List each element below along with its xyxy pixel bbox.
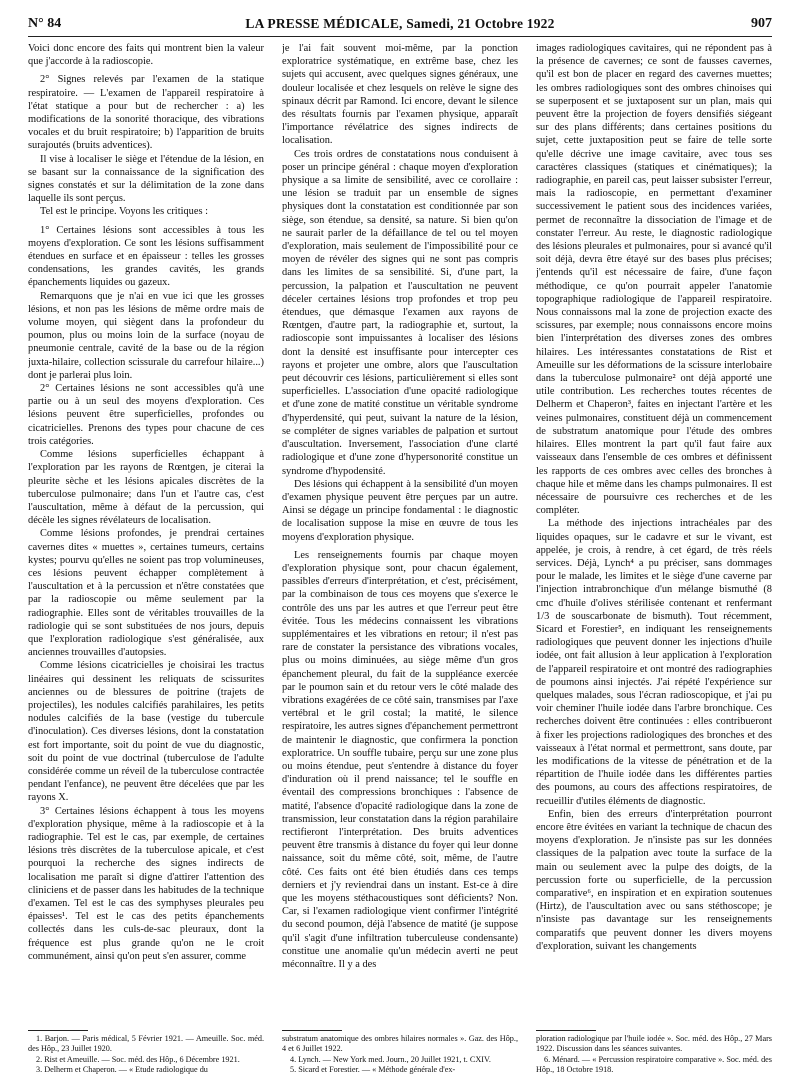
col2-paragraph-3: Des lésions qui échappent à la sensibilité d'un moyen d'examen physique peuvent être perçues par un autre. Ainsi se dégage un principe fondamental : le diagnostic de localisation suppose la mise en œuvre de tous les moyens d'exploration physique. (282, 478, 518, 543)
col1-paragraph-4: Tel est le principe. Voyons les critiques : (40, 206, 208, 218)
col1-paragraph-11: 3° Certaines lésions échappent à tous les moyens d'exploration physique, même à la radioscopie et à la radiographie. Tel est le cas, par exemple, de certaines lésions très discrètes de la tuberculose apicale, et c'est pourquoi la recherche des signes indirects de localisation me paraît si digne d'attirer l'attention des cliniciens et de passer dans les habitudes de la technique d'examen. Tel est le cas des symphyses pleurales peu épaisses¹. Tel est le cas des petits épanchements collectés dans les culs-de-sac pleuraux, dont la fréquence est plus grande qu'on ne le croit communément, ainsi qu'on peut s'en assurer, comme (28, 805, 264, 962)
fn1-footnote-3: 3. Delherm et Chaperon. — « Etude radiologique du (36, 1065, 208, 1075)
col3-paragraph-3: Enfin, bien des erreurs d'interprétation pourront encore être évitées en variant la technique de chacun des moyens d'exploration. Je n'insiste pas sur les données classiques de la palpation avec toute la surface de la main ou seulement avec la pulpe des doigts, de la percussion forte ou superficielle, de la percussion comparative⁶, en inspiration et en expiration soutenues (Hirtz), de l'auscultation avec ou sans stéthoscope; je n'insiste pas davantage sur les renseignements comparatifs que peuvent donner les divers moyens d'exploration, suivant les changements (536, 808, 772, 952)
col2-paragraph-1: je l'ai fait souvent moi-même, par la ponction exploratrice systématique, en extrême base, chez les sujets qui accusent, avec quelques signes généraux, une douleur localisée et chez lesquels on relève le signe des spinaux décrit par Ramond. Ici encore, devant le silence des résultats fournis par l'examen physique, apparaît l'importance révélatrice des signes indirects de localisation. (282, 43, 518, 147)
col1-paragraph-7: 2° Certaines lésions ne sont accessibles qu'à une partie ou à un seul des moyens d'exploration. Ces lésions peuvent être superficielles, profondes ou cicatricielles. Prenons des types pour chacune de ces trois catégories. (28, 383, 264, 447)
page-header (28, 14, 772, 36)
col3-paragraph-2: La méthode des injections intrachéales par des liquides opaques, sur le cadavre et sur le vivant, est appelée, je crois, à rendre, à cet égard, de très réels services. Déjà, Lynch⁴ a pu préciser, sans dommages pour le malade, les limites et le siège d'une caverne par l'injection intrabronchique d'un mélange bismuthé (8 cmc d'huile d'olives stérilisée contenant et renfermant 1/3 de souscarbonate de bismuth). Tout récemment, Sicard et Forestier⁵, en indiquant les renseignements radiologiques que peuvent donner les injections d'huile iodée, ont fait allusion à leur application à l'exploration de l'appareil respiratoire et ont montré des radiographies de poumons ainsi injectés. J'ai répété l'expérience sur quelques malades, sous l'écran radioscopique, et j'ai pu voir cheminer l'huile iodée dans l'arbre bronchique. Ces recherches doivent être continuées : elles contribueront à fixer les projections radiologiques des bronches et des vaisseaux à l'état normal et permettront, sans doute, par les modifications de la vitesse de pénétration et de la répartition de l'huile iodée dans les différentes parties des poumons, au cours des affections respiratoires, de recueillir d'utiles éléments de diagnostic. (536, 518, 772, 807)
column-2 (282, 42, 518, 1026)
journal-title (28, 16, 772, 32)
fn3-footnote-1: ploration radiologique par l'huile iodée ». Soc. méd. des Hôp., 27 Mars 1922. Discussion dans les séances suivantes. (536, 1034, 772, 1054)
fn2-footnote-2: 4. Lynch. — New York med. Journ., 20 Juillet 1921, t. CXIV. (290, 1054, 491, 1064)
header-rule (28, 36, 772, 37)
fn1-footnote-1: 1. Barjon. — Paris médical, 5 Février 1921. — Ameuille. Soc. méd. des Hôp., 23 Juillet 1920. (28, 1034, 264, 1054)
journal-name: LA PRESSE MÉDICALE, (245, 16, 403, 31)
col1-paragraph-5: 1° Certaines lésions sont accessibles à tous les moyens d'exploration. Ce sont les lésions suffisamment étendues en surface et en épaisseur : telles les grosses condensations, les grandes cavités, les grands épanchements liquides ou gazeux. (28, 224, 264, 289)
col2-paragraph-4: Les renseignements fournis par chaque moyen d'exploration physique sont, pour chacun également, passibles d'erreurs d'interprétation, et c'est, précisément, par la combinaison de tous ces moyens que s'exerce le contrôle des uns par les autres et que l'erreur peut être évitée. Tous les médecins connaissent les vibrations supplémentaires et les vibrations en retour; il n'est pas rare de constater la persistance des vibrations vocales, plus ou moins diminuées, au siège même d'un gros épanchement pleural, du fait de la suppléance exercée par le poumon sain et du retour vers le côté malade des vibrations exagérées de ce côté sain, transmises par l'axe vertébral et le gril costal; la matité, le silence respiratoire, les autres signes d'épanchement permettront de maintenir le diagnostic, que confirmera la ponction exploratrice. Un souffle tubaire, perçu sur une zone plus ou moins étendue, peut s'entendre à distance du foyer d'induration où il prend naissance; tel le souffle en éventail des compressions bronchiques : l'absence de matité, l'absence d'opacité radiologique dans la zone de transmission, leur constatation dans la région parahilaire rectifieront l'interprétation. Des bruits adventices peuvent être transmis à distance du foyer qui leur donne naissance, soit du même côté, soit, même, de l'autre côté. Ces faits ont été bien étudiés dans ces temps derniers et j'y reviendrai dans un instant. Est-ce à dire que les moyens stéthacoustiques sont déficients? Non. Car, si l'examen radiologique vient confirmer l'intégrité du second poumon, déjà l'absence de matité (je suppose qu'il s'agit d'une infiltration tuberculeuse condensante) constitue une anomalie qu'un médecin averti ne peut méconnaître. Il y a des (282, 549, 518, 971)
footnotes-column-3 (536, 1034, 772, 1080)
col1-paragraph-9: Comme lésions profondes, je prendrai certaines cavernes dites « muettes », certaines tumeurs, certains kystes; pourvu qu'elles ne soient pas trop volumineuses, ces lésions peuvent échapper complètement à l'auscultation et à la percussion et n'être constatées que par la radioscopie ou même seulement par la radiographie. Elles sont de véritables trouvailles de la radiologie qui se sont substituées de nos jours, depuis que l'exploration radiologique s'est généralisée, aux anciennes trouvailles d'autopsies. (28, 528, 264, 659)
page-number: 907 (751, 16, 772, 31)
issue-date: Samedi, 21 Octobre 1922 (406, 16, 555, 31)
fn2-footnote-3: 5. Sicard et Forestier. — « Méthode générale d'ex- (290, 1065, 456, 1075)
col1-paragraph-3: Il vise à localiser le siège et l'étendue de la lésion, en se basant sur la connaissance de la signification des signes constatés et sur la délimitation de la zone dans laquelle ils sont perçus. (28, 153, 264, 205)
footnote-rule-3 (536, 1030, 596, 1031)
issue-number: N° 84 (28, 16, 62, 31)
footnote-rule-1 (28, 1030, 88, 1031)
col3-paragraph-1: images radiologiques cavitaires, qui ne répondent pas à la présence de cavernes; ce sont de fausses cavernes, qu'il est bon de placer en regard des cavernes muettes; les ombres radiologiques sont des ombres chinoises qui se superposent et se juxtaposent sur un plan, mais qui peuvent être la projection de foyers densifiés siégeant sur des plans différents; dans certaines positions du sujet, cette juxtaposition peut se faire de telle sorte qu'elle décrive une image cavitaire, avec tous ses caractères classiques (statiques et cinématiques); la radiographie, en pareil cas, peut laisser subsister l'erreur, mais la radioscopie, en permettant d'examiner successivement le patient sous des incidences variées, permet de reconnaître la dissociation de l'image et de constater l'erreur. Au reste, le diagnostic radiologique des lésions pleurales et pulmonaires, pour si avancé qu'il soit déjà, devra être étayé sur des bases plus précises; j'entends qu'il est nécessaire de faire, d'une façon méthodique, ce qu'on pourrait appeler l'anatomie topographique radiologique de l'appareil respiratoire. Nous connaissons mal la zone de projection exacte des scissures, par exemple; nous connaissons encore moins bien l'interprétation des diverses zones des ombres hilaires. Les intéressantes constatations de Rist et Ameuille sur les déformations de la scissure interlobaire dans la tuberculose pulmonaire² ont déjà apporté une utile contribution. Les recherches toutes récentes de Delherm et Chaperon³, faites en injectant l'artère et les veines pulmonaires, constituent déjà un commencement de substratum anatomique pour l'étude des ombres hilaires. Elles montrent la part qu'il faut faire aux vaisseaux dans l'ensemble de ces ombres et définissent les rapports de ces ombres avec celles des bronches à chaque hile et même dans les champs pulmonaires. Il est nécessaire de poursuivre ces recherches et de les compléter. (536, 43, 772, 517)
col1-paragraph-1: Voici donc encore des faits qui montrent bien la valeur que j'accorde à la radioscopie. (28, 43, 264, 68)
col1-paragraph-8: Comme lésions superficielles échappant à l'exploration par les rayons de Rœntgen, je citerai la pleurite sèche et les lésions apicales discrètes de la tuberculose pulmonaire; dans l'un et l'autre cas, c'est l'auscultation, même à défaut de la percussion, qui décèle les signes révélateurs de localisation. (28, 449, 264, 527)
col1-paragraph-6: Remarquons que je n'ai en vue ici que les grosses lésions, et non pas les lésions de même ordre mais de volume moyen, qui siègent dans la profondeur du poumon, plus ou moins loin de la surface (noyau de pneumonie centrale, cavité de la base ou de la région juxta-hilaire, collection scissurale du carrefour hilaire...) dont je parlerai plus loin. (28, 290, 264, 381)
fn2-footnote-1: substratum anatomique des ombres hilaires normales ». Gaz. des Hôp., 4 et 6 Juillet 1922. (282, 1034, 518, 1054)
fn1-footnote-2: 2. Rist et Ameuille. — Soc. méd. des Hôp., 6 Décembre 1921. (36, 1054, 240, 1064)
column-1 (28, 42, 264, 1026)
footnote-rule-2 (282, 1030, 342, 1031)
col1-paragraph-2: 2° Signes relevés par l'examen de la statique respiratoire. — L'examen de l'appareil respiratoire à l'état statique a pour but de rechercher : a) les modifications de la sonorité thoracique, des vibrations vocales et du bruit respiratoire; b) l'apparition de bruits surajoutés (bruits adventices). (28, 74, 264, 152)
footnotes-column-1 (28, 1034, 264, 1080)
column-3 (536, 42, 772, 1026)
col1-paragraph-10: Comme lésions cicatricielles je choisirai les tractus linéaires qui dessinent les reliquats de scissurites anciennes ou de blessures de poitrine (trajets de projectiles), les nodules calcifiés parahilaires, les petits nodules calcifiés de la base (vestige du tubercule d'inoculation). Ces diverses lésions, dont la constatation est fort importante, soit du point de vue du diagnostic, soit du point de vue doctrinal (tuberculose de l'adulte considérée comme un réveil de la tuberculose contractée pendant l'enfance), ne peuvent être décelées que par les rayons X. (28, 660, 264, 804)
col2-paragraph-2: Ces trois ordres de constatations nous conduisent à poser un principe général : chaque moyen d'exploration physique a sa limite de sensibilité, avec ce corollaire : une lésion se traduit par un ensemble de signes physiques dont la constatation est conditionnée par son siège, son étendue, sa densité, sa nature. Si bien qu'on ne saurait parler de la défaillance de tel ou tel moyen d'exploration, mais seulement de l'impossibilité pour ce moyen de révéler des signes qui ne sont pas compris dans les limites de sa sensibilité. Si, d'une part, la percussion, la palpation et l'auscultation ne peuvent déceler certaines lésions trop profondes et trop peu étendues, que démasque l'examen aux rayons de Rœntgen, d'autre part, la radiographie et, surtout, la radioscopie sont impuissantes à localiser des lésions dont la densité est insuffisante pour intercepter ces rayons et projeter une ombre, alors que l'auscultation peut découvrir ces lésions, particulièrement si elles sont superficielles. L'association d'une opacité radiologique et d'une zone de matité constitue un véritable syndrome d'hyperdensité, qui peut, suivant la nature de la lésion, se compléter de signes variables de palpation et surtout d'auscultation. Inversement, l'association d'une clarté radiologique et d'une zone d'hypersonorité constitue un syndrome d'hypodensité. (282, 148, 518, 477)
fn3-footnote-2: 6. Ménard. — « Percussion respiratoire comparative ». Soc. méd. des Hôp., 18 Octobre 1918. (536, 1054, 772, 1075)
footnotes-column-2 (282, 1034, 518, 1080)
